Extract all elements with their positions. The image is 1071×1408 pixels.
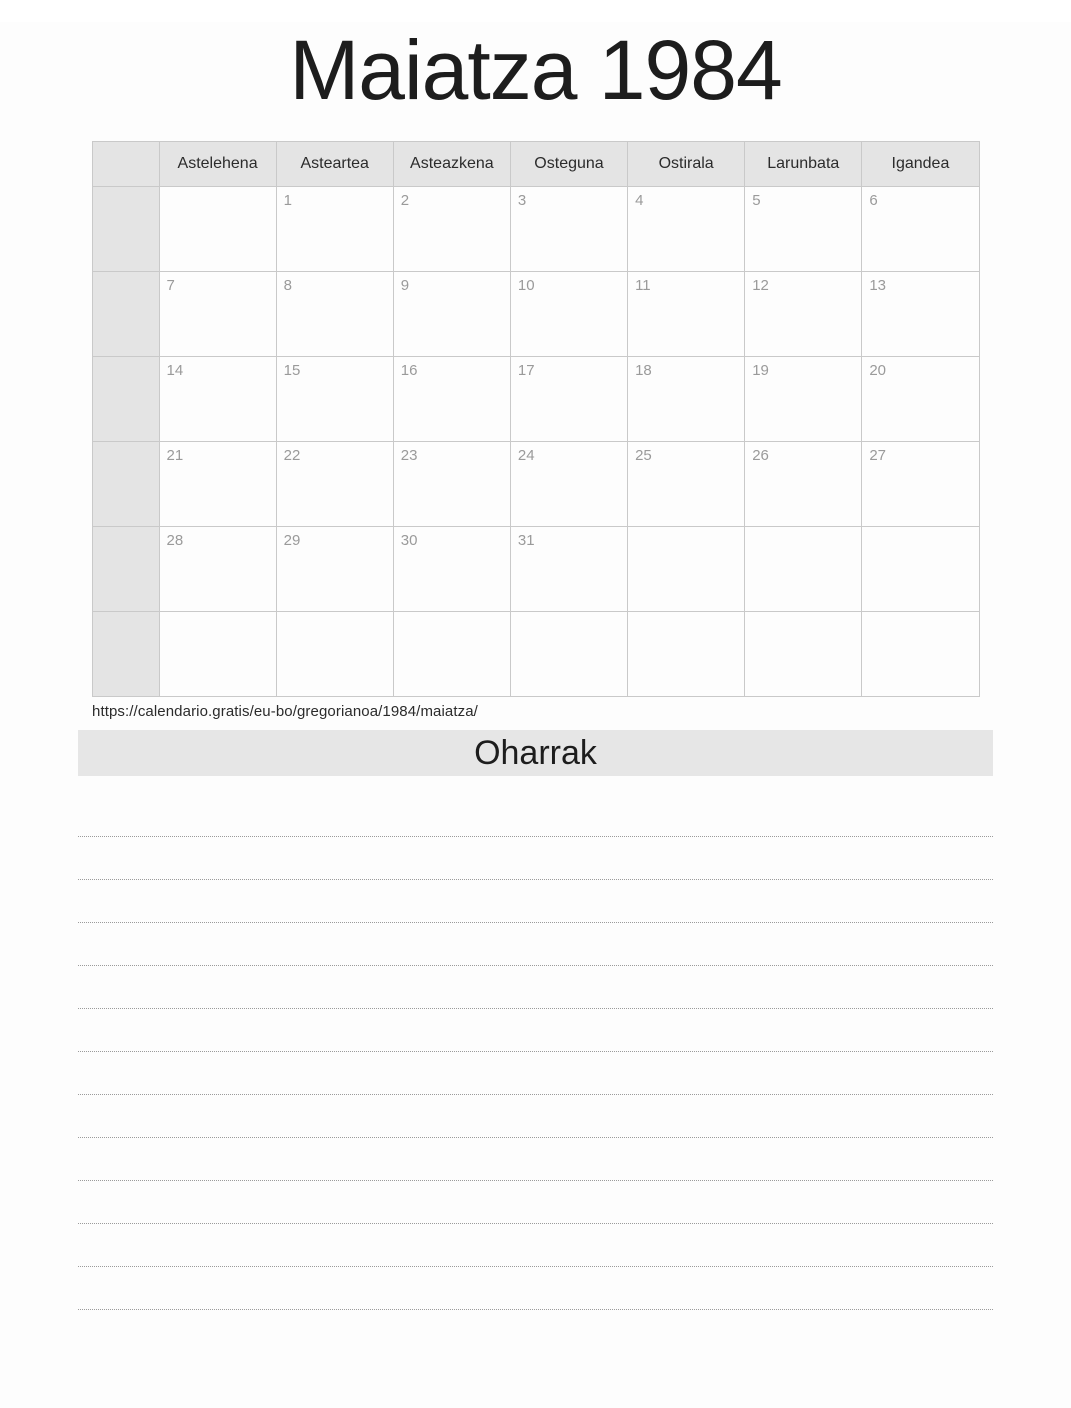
source-url[interactable]: https://calendario.gratis/eu-bo/gregorianoa/1984/maiatza/ bbox=[92, 702, 478, 720]
weekday-header-saturday: Larunbata bbox=[745, 141, 862, 186]
day-cell[interactable] bbox=[276, 611, 393, 696]
day-number: 31 bbox=[517, 531, 535, 549]
day-number bbox=[862, 527, 978, 533]
day-number: 9 bbox=[400, 276, 410, 294]
day-cell[interactable] bbox=[510, 356, 627, 441]
day-cell[interactable] bbox=[159, 441, 276, 526]
day-number bbox=[862, 612, 978, 618]
day-number: 27 bbox=[869, 446, 887, 464]
day-number: 28 bbox=[166, 531, 184, 549]
day-cell[interactable] bbox=[159, 526, 276, 611]
day-cell[interactable] bbox=[276, 526, 393, 611]
week-label-cell bbox=[92, 441, 159, 526]
day-number: 16 bbox=[400, 361, 418, 379]
weekday-header-thursday: Osteguna bbox=[510, 141, 627, 186]
day-cell[interactable] bbox=[862, 186, 979, 271]
day-number bbox=[628, 612, 744, 618]
page-title: Maiatza 1984 bbox=[289, 23, 782, 117]
day-cell[interactable] bbox=[276, 356, 393, 441]
day-cell[interactable] bbox=[510, 186, 627, 271]
day-number: 12 bbox=[752, 276, 769, 294]
day-number bbox=[277, 612, 393, 618]
day-cell[interactable] bbox=[393, 356, 510, 441]
day-number: 26 bbox=[752, 446, 769, 464]
day-cell[interactable] bbox=[628, 441, 745, 526]
day-number: 11 bbox=[635, 276, 651, 294]
note-line[interactable] bbox=[78, 794, 993, 837]
weekday-header-friday: Ostirala bbox=[628, 141, 745, 186]
day-number bbox=[160, 187, 276, 193]
day-number: 23 bbox=[400, 446, 418, 464]
note-line[interactable] bbox=[78, 1052, 993, 1095]
calendar-week-row bbox=[92, 271, 979, 356]
notes-title: Oharrak bbox=[78, 730, 993, 776]
day-number bbox=[160, 612, 276, 618]
calendar-week-row bbox=[92, 441, 979, 526]
day-cell[interactable] bbox=[159, 186, 276, 271]
calendar-week-row bbox=[92, 186, 979, 271]
day-cell[interactable] bbox=[628, 186, 745, 271]
day-cell[interactable] bbox=[276, 186, 393, 271]
day-number: 13 bbox=[869, 276, 887, 294]
weekday-header-sunday: Igandea bbox=[862, 141, 979, 186]
day-number: 20 bbox=[869, 361, 887, 379]
day-cell[interactable] bbox=[393, 441, 510, 526]
note-line[interactable] bbox=[78, 1181, 993, 1224]
day-cell[interactable] bbox=[745, 526, 862, 611]
day-cell[interactable] bbox=[862, 526, 979, 611]
day-cell[interactable] bbox=[862, 611, 979, 696]
calendar-page bbox=[0, 22, 1071, 1408]
weekday-header-monday: Astelehena bbox=[159, 141, 276, 186]
day-cell[interactable] bbox=[628, 526, 745, 611]
day-cell[interactable] bbox=[862, 441, 979, 526]
day-number bbox=[511, 612, 627, 618]
day-number: 8 bbox=[283, 276, 292, 294]
weekday-header-wednesday: Asteazkena bbox=[393, 141, 510, 186]
notes-section bbox=[78, 730, 993, 1310]
day-number bbox=[745, 612, 861, 618]
day-cell[interactable] bbox=[159, 356, 276, 441]
day-number: 29 bbox=[283, 531, 301, 549]
day-number: 17 bbox=[517, 361, 535, 379]
day-cell[interactable] bbox=[745, 356, 862, 441]
day-cell[interactable] bbox=[276, 441, 393, 526]
note-line[interactable] bbox=[78, 1138, 993, 1181]
day-cell[interactable] bbox=[510, 611, 627, 696]
day-cell[interactable] bbox=[862, 356, 979, 441]
day-number: 5 bbox=[752, 191, 761, 209]
day-number: 15 bbox=[283, 361, 301, 379]
week-label-cell bbox=[92, 526, 159, 611]
day-number: 6 bbox=[869, 191, 878, 209]
day-number: 30 bbox=[400, 531, 418, 549]
week-label-cell bbox=[92, 356, 159, 441]
day-cell[interactable] bbox=[745, 611, 862, 696]
calendar-table bbox=[92, 141, 980, 697]
week-column-header bbox=[92, 141, 159, 186]
day-cell[interactable] bbox=[276, 271, 393, 356]
day-number: 3 bbox=[517, 191, 527, 209]
note-line[interactable] bbox=[78, 966, 993, 1009]
day-number: 19 bbox=[752, 361, 769, 379]
day-cell[interactable] bbox=[510, 441, 627, 526]
day-cell[interactable] bbox=[745, 441, 862, 526]
note-line[interactable] bbox=[78, 1224, 993, 1267]
day-number: 22 bbox=[283, 446, 301, 464]
day-cell[interactable] bbox=[510, 526, 627, 611]
calendar-week-row bbox=[92, 611, 979, 696]
day-number: 7 bbox=[166, 276, 175, 294]
day-cell[interactable] bbox=[393, 271, 510, 356]
day-number: 1 bbox=[283, 191, 292, 209]
note-line[interactable] bbox=[78, 1095, 993, 1138]
day-number bbox=[745, 527, 861, 533]
day-cell[interactable] bbox=[393, 526, 510, 611]
day-number: 2 bbox=[400, 191, 410, 209]
calendar-container bbox=[92, 141, 980, 697]
note-line[interactable] bbox=[78, 1009, 993, 1052]
note-line[interactable] bbox=[78, 880, 993, 923]
day-number: 21 bbox=[166, 446, 184, 464]
day-cell[interactable] bbox=[393, 186, 510, 271]
day-cell[interactable] bbox=[862, 271, 979, 356]
week-label-cell bbox=[92, 186, 159, 271]
day-number: 10 bbox=[517, 276, 535, 294]
day-number: 25 bbox=[635, 446, 652, 464]
day-cell[interactable] bbox=[628, 356, 745, 441]
weekday-header-tuesday: Asteartea bbox=[276, 141, 393, 186]
day-number bbox=[394, 612, 510, 618]
week-label-cell bbox=[92, 611, 159, 696]
day-number: 24 bbox=[517, 446, 535, 464]
calendar-header-row bbox=[92, 141, 979, 186]
calendar-week-row bbox=[92, 526, 979, 611]
calendar-week-row bbox=[92, 356, 979, 441]
day-cell[interactable] bbox=[745, 271, 862, 356]
notes-lines bbox=[78, 794, 993, 1310]
day-cell[interactable] bbox=[393, 611, 510, 696]
day-cell[interactable] bbox=[628, 611, 745, 696]
day-cell[interactable] bbox=[628, 271, 745, 356]
day-cell[interactable] bbox=[745, 186, 862, 271]
day-number: 4 bbox=[635, 191, 644, 209]
day-number: 18 bbox=[635, 361, 652, 379]
note-line[interactable] bbox=[78, 837, 993, 880]
day-cell[interactable] bbox=[159, 611, 276, 696]
note-line[interactable] bbox=[78, 1267, 993, 1310]
day-number: 14 bbox=[166, 361, 184, 379]
day-cell[interactable] bbox=[510, 271, 627, 356]
day-cell[interactable] bbox=[159, 271, 276, 356]
week-label-cell bbox=[92, 271, 159, 356]
day-number bbox=[628, 527, 744, 533]
note-line[interactable] bbox=[78, 923, 993, 966]
